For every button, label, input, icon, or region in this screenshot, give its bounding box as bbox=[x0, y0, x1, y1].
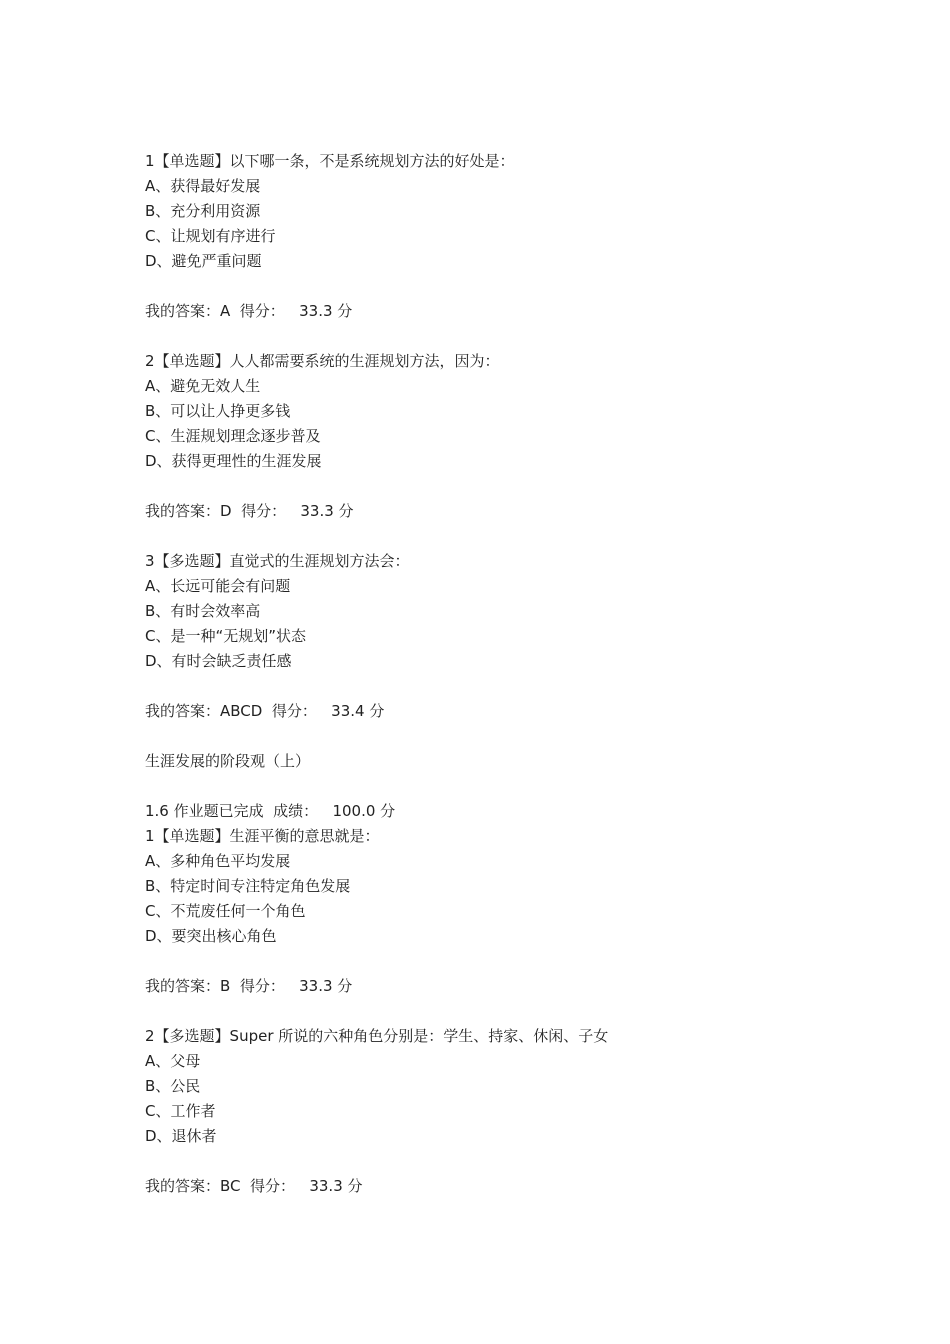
question-title: 2【单选题】人人都需要系统的生涯规划方法，因为： bbox=[145, 352, 500, 370]
option-d: D、避免严重问题 bbox=[145, 252, 262, 270]
question-block bbox=[145, 149, 905, 349]
option-c: C、工作者 bbox=[145, 1102, 216, 1120]
option-b: B、可以让人挣更多钱 bbox=[145, 402, 291, 420]
question-title: 2【多选题】Super 所说的六种角色分别是：学生、持家、休闲、子女 bbox=[145, 1027, 609, 1045]
question-title: 1【单选题】以下哪一条，不是系统规划方法的好处是： bbox=[145, 152, 515, 170]
option-a: A、长远可能会有问题 bbox=[145, 577, 291, 595]
option-c: C、生涯规划理念逐步普及 bbox=[145, 427, 321, 445]
question-block bbox=[145, 799, 905, 1024]
option-a: A、多种角色平均发展 bbox=[145, 852, 291, 870]
option-d: D、有时会缺乏责任感 bbox=[145, 652, 292, 670]
option-d: D、退休者 bbox=[145, 1127, 217, 1145]
option-b: B、特定时间专注特定角色发展 bbox=[145, 877, 351, 895]
question-block bbox=[145, 549, 905, 749]
section-block bbox=[145, 749, 905, 799]
option-c: C、让规划有序进行 bbox=[145, 227, 276, 245]
section-title: 生涯发展的阶段观（上） bbox=[145, 752, 311, 770]
my-answer: 我的答案：B 得分： 33.3 分 bbox=[145, 977, 353, 995]
option-b: B、充分利用资源 bbox=[145, 202, 261, 220]
my-answer: 我的答案：ABCD 得分： 33.4 分 bbox=[145, 702, 385, 720]
my-answer: 我的答案：A 得分： 33.3 分 bbox=[145, 302, 353, 320]
option-b: B、有时会效率高 bbox=[145, 602, 261, 620]
document-content bbox=[145, 149, 905, 1199]
assignment-status: 1.6 作业题已完成 成绩： 100.0 分 bbox=[145, 802, 396, 820]
question-title: 3【多选题】直觉式的生涯规划方法会： bbox=[145, 552, 410, 570]
option-c: C、不荒废任何一个角色 bbox=[145, 902, 306, 920]
option-a: A、获得最好发展 bbox=[145, 177, 261, 195]
my-answer: 我的答案：D 得分： 33.3 分 bbox=[145, 502, 354, 520]
option-b: B、公民 bbox=[145, 1077, 201, 1095]
option-d: D、获得更理性的生涯发展 bbox=[145, 452, 322, 470]
option-c: C、是一种“无规划”状态 bbox=[145, 627, 307, 645]
question-block bbox=[145, 1024, 905, 1199]
option-a: A、父母 bbox=[145, 1052, 201, 1070]
question-block bbox=[145, 349, 905, 549]
my-answer: 我的答案：BC 得分： 33.3 分 bbox=[145, 1177, 363, 1195]
option-d: D、要突出核心角色 bbox=[145, 927, 277, 945]
option-a: A、避免无效人生 bbox=[145, 377, 261, 395]
question-title: 1【单选题】生涯平衡的意思就是： bbox=[145, 827, 380, 845]
